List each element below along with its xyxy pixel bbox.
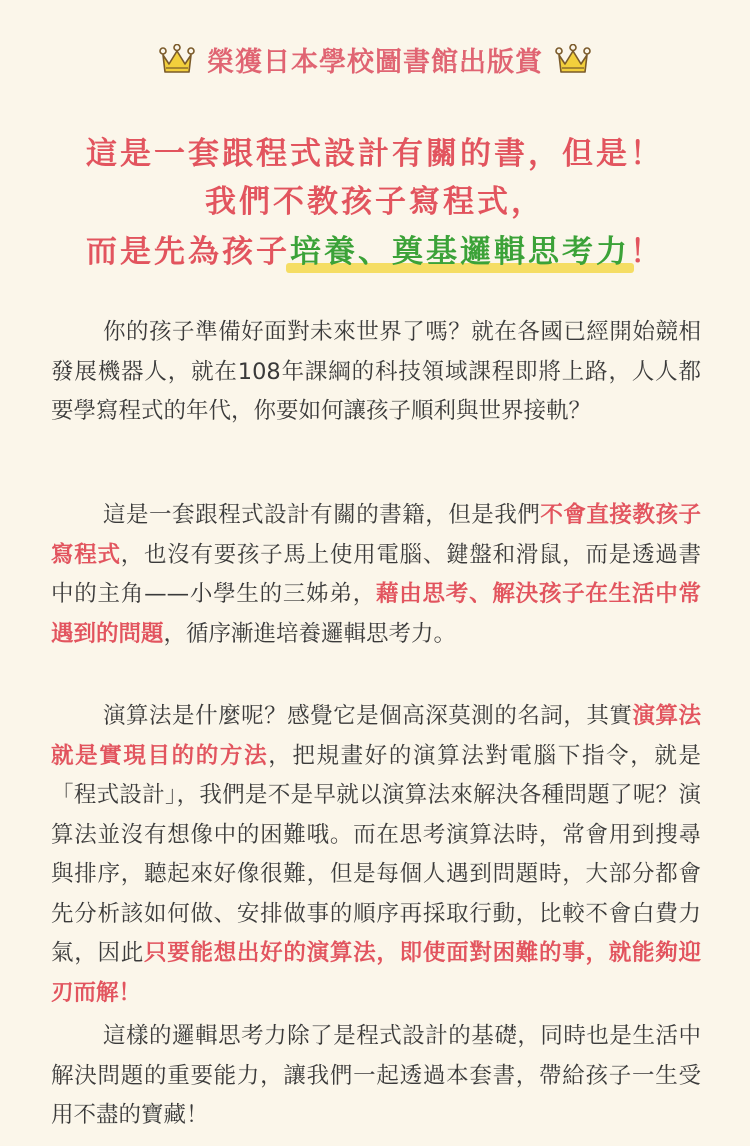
paragraph-highlight: 不會直接教孩子寫程式 bbox=[51, 502, 701, 568]
crown-icon bbox=[159, 44, 195, 76]
headline-highlight: 培養、奠基邏輯思考力 bbox=[290, 226, 630, 271]
headline-prefix: 而是先為孩子 bbox=[86, 234, 290, 270]
paragraph-algorithm bbox=[51, 697, 701, 1013]
paragraph-highlight: 只要能想出好的演算法，即使面對困難的事，就能夠迎刃而解！ bbox=[51, 940, 701, 1006]
crown-icon bbox=[555, 44, 591, 76]
headline-line-3 bbox=[0, 226, 750, 271]
paragraph-text: ，循序漸進培養邏輯思考力。 bbox=[163, 620, 457, 647]
paragraph-conclusion: 這樣的邏輯思考力除了是程式設計的基礎，同時也是生活中解決問題的重要能力，讓我們一起透過本套書，帶給孩子一生受用不盡的寶藏！ bbox=[51, 1023, 701, 1128]
paragraph-highlight: 演算法就是實現目的的方法 bbox=[51, 703, 701, 769]
headline-line-1: 這是一套跟程式設計有關的書，但是！ bbox=[86, 136, 664, 172]
award-banner bbox=[0, 40, 750, 79]
paragraph-text: 這是一套跟程式設計有關的書籍，但是我們 bbox=[103, 502, 541, 528]
paragraph-text: ，把規畫好的演算法對電腦下指令，就是「程式設計」，我們是不是早就以演算法來解決各種問題了呢？演算法並沒有想像中的困難哦。而在思考演算法時，常會用到搜尋與排序，聽起來好像很難，但是每個人遇到問題時，大部分都會先分析該如何做、安排做事的順序再採取行動，比較不會白費力氣，因此 bbox=[51, 742, 701, 966]
paragraph-about-book bbox=[51, 496, 701, 654]
paragraph-highlight: 藉由思考、解決孩子在生活中常遇到的問題 bbox=[51, 581, 701, 647]
paragraph-intro: 你的孩子準備好面對未來世界了嗎？就在各國已經開始競相發展機器人，就在108年課綱的科技領域課程即將上路，人人都要學寫程式的年代，你要如何讓孩子順利與世界接軌？ bbox=[51, 319, 701, 424]
paragraph-text: 演算法是什麼呢？感覺它是個高深莫測的名詞，其實 bbox=[103, 703, 633, 729]
paragraph-text: ，也沒有要孩子馬上使用電腦、鍵盤和滑鼠，而是透過書中的主角——小學生的三姊弟， bbox=[51, 541, 701, 607]
headline-suffix: ！ bbox=[630, 234, 664, 270]
award-title: 榮獲日本學校圖書館出版賞 bbox=[207, 47, 543, 78]
headline-line-2: 我們不教孩子寫程式， bbox=[205, 184, 545, 220]
